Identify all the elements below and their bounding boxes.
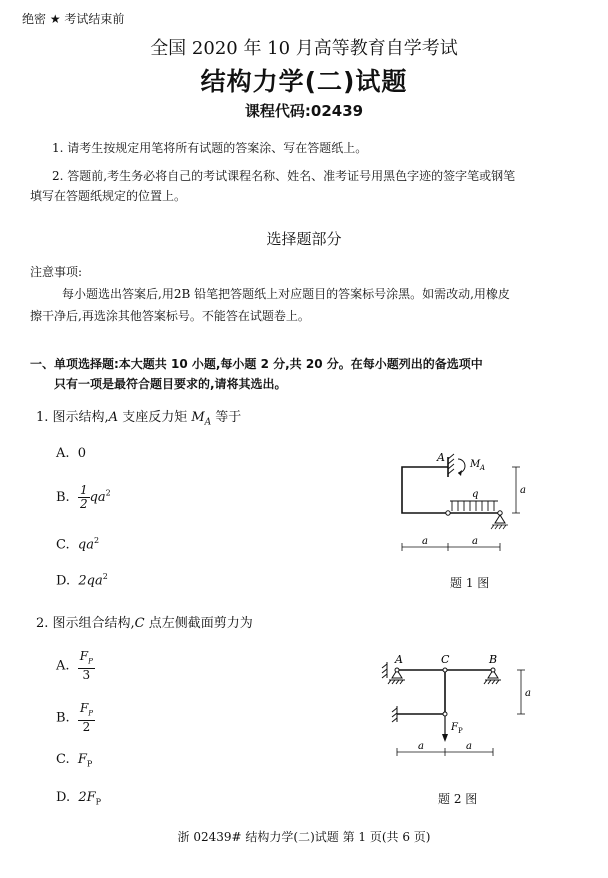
fig2-dim-a-1: a xyxy=(418,741,424,752)
confidential-mark: 绝密 ★ 考试结束前 xyxy=(22,12,125,26)
fig2-dim-a-2: a xyxy=(466,741,472,752)
question-2-stem: 2. 图示组合结构,C 点左侧截面剪力为 xyxy=(36,616,253,631)
q1-option-b[interactable]: B. $\frac{1}{2}$ $qa^2$ xyxy=(56,483,111,511)
q1-option-a[interactable]: A. 0 xyxy=(56,446,87,461)
part1-heading-line1: 一、单项选择题:本大题共 10 小题,每小题 2 分,共 20 分。在每小题列出的备选项中 xyxy=(30,357,483,371)
fig1-dim-a-vertical: a xyxy=(520,485,526,496)
q1-option-d[interactable]: D. $2qa^2$ xyxy=(56,572,108,589)
fig2-dim-a-vertical: a xyxy=(525,688,531,699)
fig1-dim-a-2: a xyxy=(472,536,478,547)
fig2-label-F: F xyxy=(451,722,458,733)
fig1-label-q: q xyxy=(472,489,479,500)
fig2-label-C: C xyxy=(441,653,450,666)
notice-label: 注意事项: xyxy=(30,265,83,279)
exam-title: 全国 2020 年 10 月高等教育自学考试 xyxy=(150,38,458,59)
instruction-2-line1: 2. 答题前,考生务必将自己的考试课程名称、姓名、准考证号用黑色字迹的签字笔或钢笔 xyxy=(52,169,516,183)
fig1-label-A: A xyxy=(437,451,445,464)
q1-option-c[interactable]: C. $qa^2$ xyxy=(56,536,100,553)
instruction-2-line2: 填写在答题纸规定的位置上。 xyxy=(30,189,187,203)
notice-line1: 每小题选出答案后,用2B 铅笔把答题纸上对应题目的答案标号涂黑。如需改动,用橡皮 xyxy=(62,287,510,301)
figure-1-caption: 题 1 图 xyxy=(450,576,490,590)
instruction-1: 1. 请考生按规定用笔将所有试题的答案涂、写在答题纸上。 xyxy=(52,141,368,155)
q2-option-d[interactable]: D. $2F_P$ xyxy=(56,790,102,807)
q2-option-c[interactable]: C. $F_P$ xyxy=(56,752,93,769)
q2-option-a[interactable]: A. $\frac{F_P}{3}$ xyxy=(56,649,93,683)
paper-title: 结构力学(二)试题 xyxy=(200,67,408,96)
question-1-stem: 1. 图示结构,A 支座反力矩 $M_A$ 等于 xyxy=(36,410,242,428)
section-title: 选择题部分 xyxy=(266,230,342,248)
course-code: 课程代码:02439 xyxy=(244,102,364,120)
fig1-dim-a-1: a xyxy=(422,536,428,547)
part1-heading-line2: 只有一项是最符合题目要求的,请将其选出。 xyxy=(54,377,287,391)
q2-option-b[interactable]: B. $\frac{F_P}{2}$ xyxy=(56,701,93,735)
figure-2-caption: 题 2 图 xyxy=(438,792,478,806)
fig1-label-M-sub: A xyxy=(480,464,486,472)
figure-1 xyxy=(390,445,530,565)
fig1-label-M: M xyxy=(470,459,481,470)
figure-2 xyxy=(375,648,540,766)
fig2-label-B: B xyxy=(489,653,498,666)
fig2-label-F-sub: P xyxy=(458,727,463,735)
page-footer: 浙 02439# 结构力学(二)试题 第 1 页(共 6 页) xyxy=(177,830,431,844)
fig2-label-A: A xyxy=(395,653,403,666)
notice-line2: 擦干净后,再选涂其他答案标号。不能答在试题卷上。 xyxy=(30,309,310,323)
